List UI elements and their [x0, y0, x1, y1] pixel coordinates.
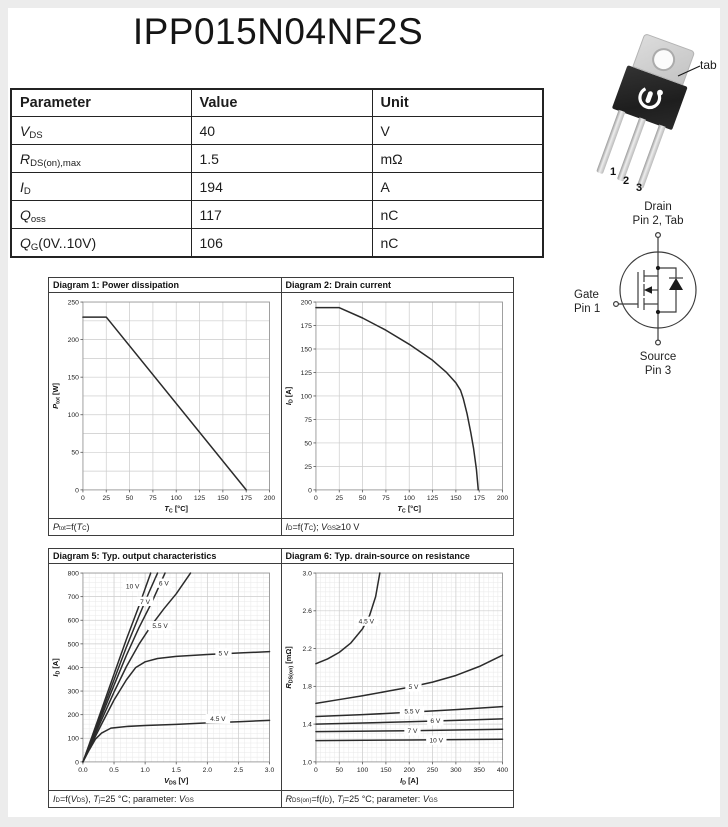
svg-text:3.0: 3.0: [264, 766, 275, 774]
text-segment: T: [76, 522, 83, 532]
text-segment: =25 °C; parameter:: [100, 794, 179, 804]
svg-text:150: 150: [449, 494, 462, 502]
text-segment: );: [313, 522, 322, 532]
svg-text:125: 125: [426, 494, 438, 502]
text-segment: (0V..10V): [38, 234, 97, 251]
svg-text:150: 150: [300, 346, 312, 354]
text-segment: Q: [20, 234, 31, 251]
diagram-panel-2: [281, 278, 514, 535]
diagram-5-caption: [49, 790, 281, 807]
text-segment: G: [30, 242, 39, 254]
svg-text:2.5: 2.5: [233, 766, 244, 774]
series-ID: [315, 308, 477, 490]
svg-text:0: 0: [307, 487, 312, 495]
svg-text:25: 25: [334, 494, 343, 502]
cell-unit: nC: [372, 229, 543, 258]
cell-parameter: [11, 201, 191, 229]
text-segment: V: [20, 122, 30, 139]
y-axis-title: $R_{DS(on)}$ [mΩ]: [283, 646, 295, 689]
text-segment: I: [53, 794, 56, 804]
diagram-block-bottom: [48, 548, 514, 808]
svg-text:100: 100: [403, 494, 415, 502]
svg-text:150: 150: [67, 374, 79, 382]
svg-text:0: 0: [75, 759, 79, 767]
text-segment: ≥10 V: [335, 522, 360, 532]
diagram-panel-5: [49, 549, 281, 807]
chart-drain-current: [282, 293, 514, 518]
svg-text:125: 125: [193, 494, 206, 502]
cell-unit: V: [372, 117, 543, 145]
svg-text:400: 400: [67, 664, 79, 672]
curve-label: 5.5 V: [403, 708, 420, 716]
text-segment: C: [82, 525, 87, 533]
lead-3: [637, 124, 666, 188]
text-segment: DS(on),max: [30, 158, 81, 170]
text-segment: tot: [59, 525, 66, 533]
diagram-2-title: Diagram 2: Drain current: [282, 278, 514, 293]
text-segment: GS: [428, 797, 438, 805]
svg-text:400: 400: [496, 766, 508, 774]
diagram-5-title: Diagram 5: Typ. output characteristics: [49, 549, 281, 564]
x-axis-title: $I_D$ [A]: [399, 775, 418, 787]
svg-text:1.0: 1.0: [140, 766, 150, 774]
page-title: IPP015N04NF2S: [132, 11, 424, 52]
svg-text:0.5: 0.5: [109, 766, 119, 774]
svg-text:100: 100: [300, 393, 312, 401]
svg-text:1.0: 1.0: [302, 759, 312, 767]
svg-text:200: 200: [300, 299, 312, 307]
text-segment: V: [422, 794, 429, 804]
text-segment: T: [93, 794, 99, 804]
chart-output-characteristics: [49, 564, 281, 790]
svg-text:50: 50: [71, 449, 79, 457]
curve-label: 7 V: [407, 728, 417, 736]
diagram-panel-1: [49, 278, 281, 535]
parameter-table: [10, 88, 544, 258]
x-axis-title: $V_{DS}$ [V]: [164, 775, 189, 787]
curve-label: 5 V: [218, 650, 229, 658]
svg-text:250: 250: [67, 299, 79, 307]
pin-number-3: 3: [636, 182, 643, 194]
x-axis-title: $T_C$ [°C]: [396, 503, 421, 515]
text-segment: Q: [20, 206, 31, 223]
text-segment: I: [322, 794, 325, 804]
chart-on-resistance: [282, 564, 514, 790]
svg-text:2.6: 2.6: [302, 608, 312, 616]
table-row: [11, 229, 543, 258]
text-segment: =25 °C; parameter:: [343, 794, 423, 804]
tab-leader-line: [674, 63, 702, 79]
curve-label: 4.5 V: [358, 618, 374, 626]
x-axis-title: $T_C$ [°C]: [164, 503, 189, 515]
text-segment: ),: [85, 794, 94, 804]
cell-value: 40: [191, 117, 372, 145]
svg-text:250: 250: [426, 766, 438, 774]
table-row: [11, 173, 543, 201]
svg-text:1.4: 1.4: [302, 721, 312, 729]
cell-value: 117: [191, 201, 372, 229]
svg-text:75: 75: [303, 416, 312, 424]
svg-text:0: 0: [313, 766, 318, 774]
text-segment: DS(on): [292, 797, 312, 805]
pin-number-2: 2: [623, 175, 630, 187]
svg-text:100: 100: [67, 735, 79, 743]
text-segment: D: [288, 525, 293, 533]
text-segment: I: [20, 178, 24, 195]
table-header-row: [11, 89, 543, 117]
curve-label: 7 V: [140, 598, 151, 606]
curve-label: 5.5 V: [152, 623, 168, 631]
text-segment: V: [321, 522, 328, 532]
cell-parameter: [11, 173, 191, 201]
svg-text:600: 600: [67, 617, 79, 625]
cell-unit: nC: [372, 201, 543, 229]
svg-text:1.5: 1.5: [171, 766, 181, 774]
col-header-value: Value: [191, 89, 372, 117]
diagram-6-title: Diagram 6: Typ. drain-source on resistance: [282, 549, 514, 564]
text-segment: T: [303, 522, 309, 532]
svg-text:200: 200: [496, 494, 508, 502]
text-segment: I: [285, 522, 289, 532]
curve-label: 6 V: [158, 580, 169, 588]
curve-label: 6 V: [429, 718, 440, 726]
drain-label-line1: Drain: [644, 201, 672, 213]
cell-value: 194: [191, 173, 372, 201]
svg-text:150: 150: [379, 766, 392, 774]
table-row: [11, 145, 543, 173]
text-segment: =f(: [292, 522, 304, 532]
svg-text:2.0: 2.0: [202, 766, 213, 774]
infineon-logo-icon: [631, 78, 669, 116]
svg-text:75: 75: [381, 494, 390, 502]
curve-label: 10 V: [125, 583, 140, 591]
text-segment: R: [285, 794, 292, 804]
svg-text:200: 200: [263, 494, 276, 502]
text-segment: DS: [29, 130, 43, 142]
gate-label-line1: Gate: [574, 289, 599, 301]
gate-label-line2: Pin 1: [574, 303, 601, 315]
svg-text:75: 75: [149, 494, 157, 502]
cell-unit: mΩ: [372, 145, 543, 173]
svg-text:175: 175: [473, 494, 485, 502]
datasheet-page: [8, 8, 720, 817]
svg-text:100: 100: [170, 494, 182, 502]
text-segment: ): [86, 522, 90, 532]
svg-text:200: 200: [67, 337, 79, 345]
diagram-1-caption: [49, 518, 281, 535]
mosfet-symbol-figure: [566, 198, 728, 408]
svg-text:350: 350: [473, 766, 485, 774]
svg-text:0: 0: [75, 487, 79, 495]
text-segment: oss: [30, 214, 46, 226]
source-label-line2: Pin 3: [644, 365, 672, 377]
svg-text:150: 150: [217, 494, 229, 502]
svg-text:700: 700: [67, 594, 79, 602]
tab-label: tab: [700, 58, 717, 72]
svg-text:175: 175: [240, 494, 252, 502]
text-segment: =f(: [65, 522, 77, 532]
text-segment: V: [70, 794, 77, 804]
curve-label: 10 V: [429, 737, 443, 745]
col-header-unit: Unit: [372, 89, 543, 117]
text-segment: DS: [76, 797, 86, 805]
package-figure: [598, 38, 728, 213]
text-segment: GS: [327, 525, 336, 533]
svg-text:50: 50: [303, 440, 312, 448]
pin-number-1: 1: [610, 166, 617, 178]
cell-parameter: [11, 229, 191, 258]
svg-text:50: 50: [358, 494, 366, 502]
table-row: [11, 117, 543, 145]
y-axis-title: $I_D$ [A]: [51, 658, 62, 677]
curve-label: 4.5 V: [210, 716, 226, 724]
svg-text:300: 300: [449, 766, 462, 774]
text-segment: C: [308, 525, 314, 533]
svg-text:800: 800: [67, 570, 79, 578]
y-axis-title: $P_{tot}$ [W]: [51, 383, 62, 409]
text-segment: =f(: [311, 794, 323, 804]
source-pin-label: [566, 350, 728, 378]
svg-text:0: 0: [81, 494, 85, 502]
text-segment: P: [53, 522, 60, 532]
svg-text:25: 25: [303, 463, 312, 471]
svg-text:1.8: 1.8: [302, 683, 312, 691]
cell-parameter: [11, 145, 191, 173]
text-segment: T: [337, 794, 343, 804]
diagram-block-top: [48, 277, 514, 536]
svg-text:50: 50: [125, 494, 134, 502]
svg-text:3.0: 3.0: [302, 570, 312, 578]
diagram-1-title: Diagram 1: Power dissipation: [49, 278, 281, 293]
svg-text:200: 200: [403, 766, 415, 774]
text-segment: ),: [329, 794, 338, 804]
text-segment: V: [178, 794, 185, 804]
diagram-2-caption: [282, 518, 514, 535]
table-row: [11, 201, 543, 229]
drain-pin-label: [566, 200, 728, 228]
series-Ptot: [83, 317, 246, 490]
svg-text:25: 25: [102, 494, 111, 502]
text-segment: =f(: [59, 794, 71, 804]
col-header-parameter: Parameter: [11, 89, 191, 117]
cell-parameter: [11, 117, 191, 145]
drain-label-line2: Pin 2, Tab: [632, 215, 684, 227]
text-segment: j: [98, 797, 101, 805]
mosfet-symbol-icon: [566, 230, 728, 350]
text-segment: D: [23, 186, 31, 198]
svg-text:2.2: 2.2: [302, 645, 312, 653]
svg-text:0: 0: [313, 494, 318, 502]
diagram-panel-6: [281, 549, 514, 807]
svg-text:125: 125: [300, 369, 312, 377]
source-label-line1: Source: [639, 351, 677, 363]
svg-text:0.0: 0.0: [78, 766, 88, 774]
cell-unit: A: [372, 173, 543, 201]
svg-text:100: 100: [67, 412, 79, 420]
svg-text:200: 200: [67, 712, 79, 720]
svg-text:50: 50: [334, 766, 343, 774]
svg-text:500: 500: [67, 641, 79, 649]
text-segment: j: [342, 797, 344, 805]
to220-package: [590, 31, 700, 191]
svg-text:175: 175: [300, 322, 312, 330]
cell-value: 1.5: [191, 145, 372, 173]
cell-value: 106: [191, 229, 372, 258]
text-segment: D: [55, 797, 60, 805]
text-segment: R: [20, 150, 31, 167]
text-segment: D: [324, 797, 330, 805]
text-segment: GS: [184, 797, 194, 805]
curve-label: 5 V: [407, 684, 418, 692]
diagram-6-caption: [282, 790, 514, 807]
y-axis-title: $I_D$ [A]: [283, 386, 295, 406]
svg-text:300: 300: [67, 688, 79, 696]
svg-text:100: 100: [356, 766, 368, 774]
chart-power-dissipation: [49, 293, 281, 518]
